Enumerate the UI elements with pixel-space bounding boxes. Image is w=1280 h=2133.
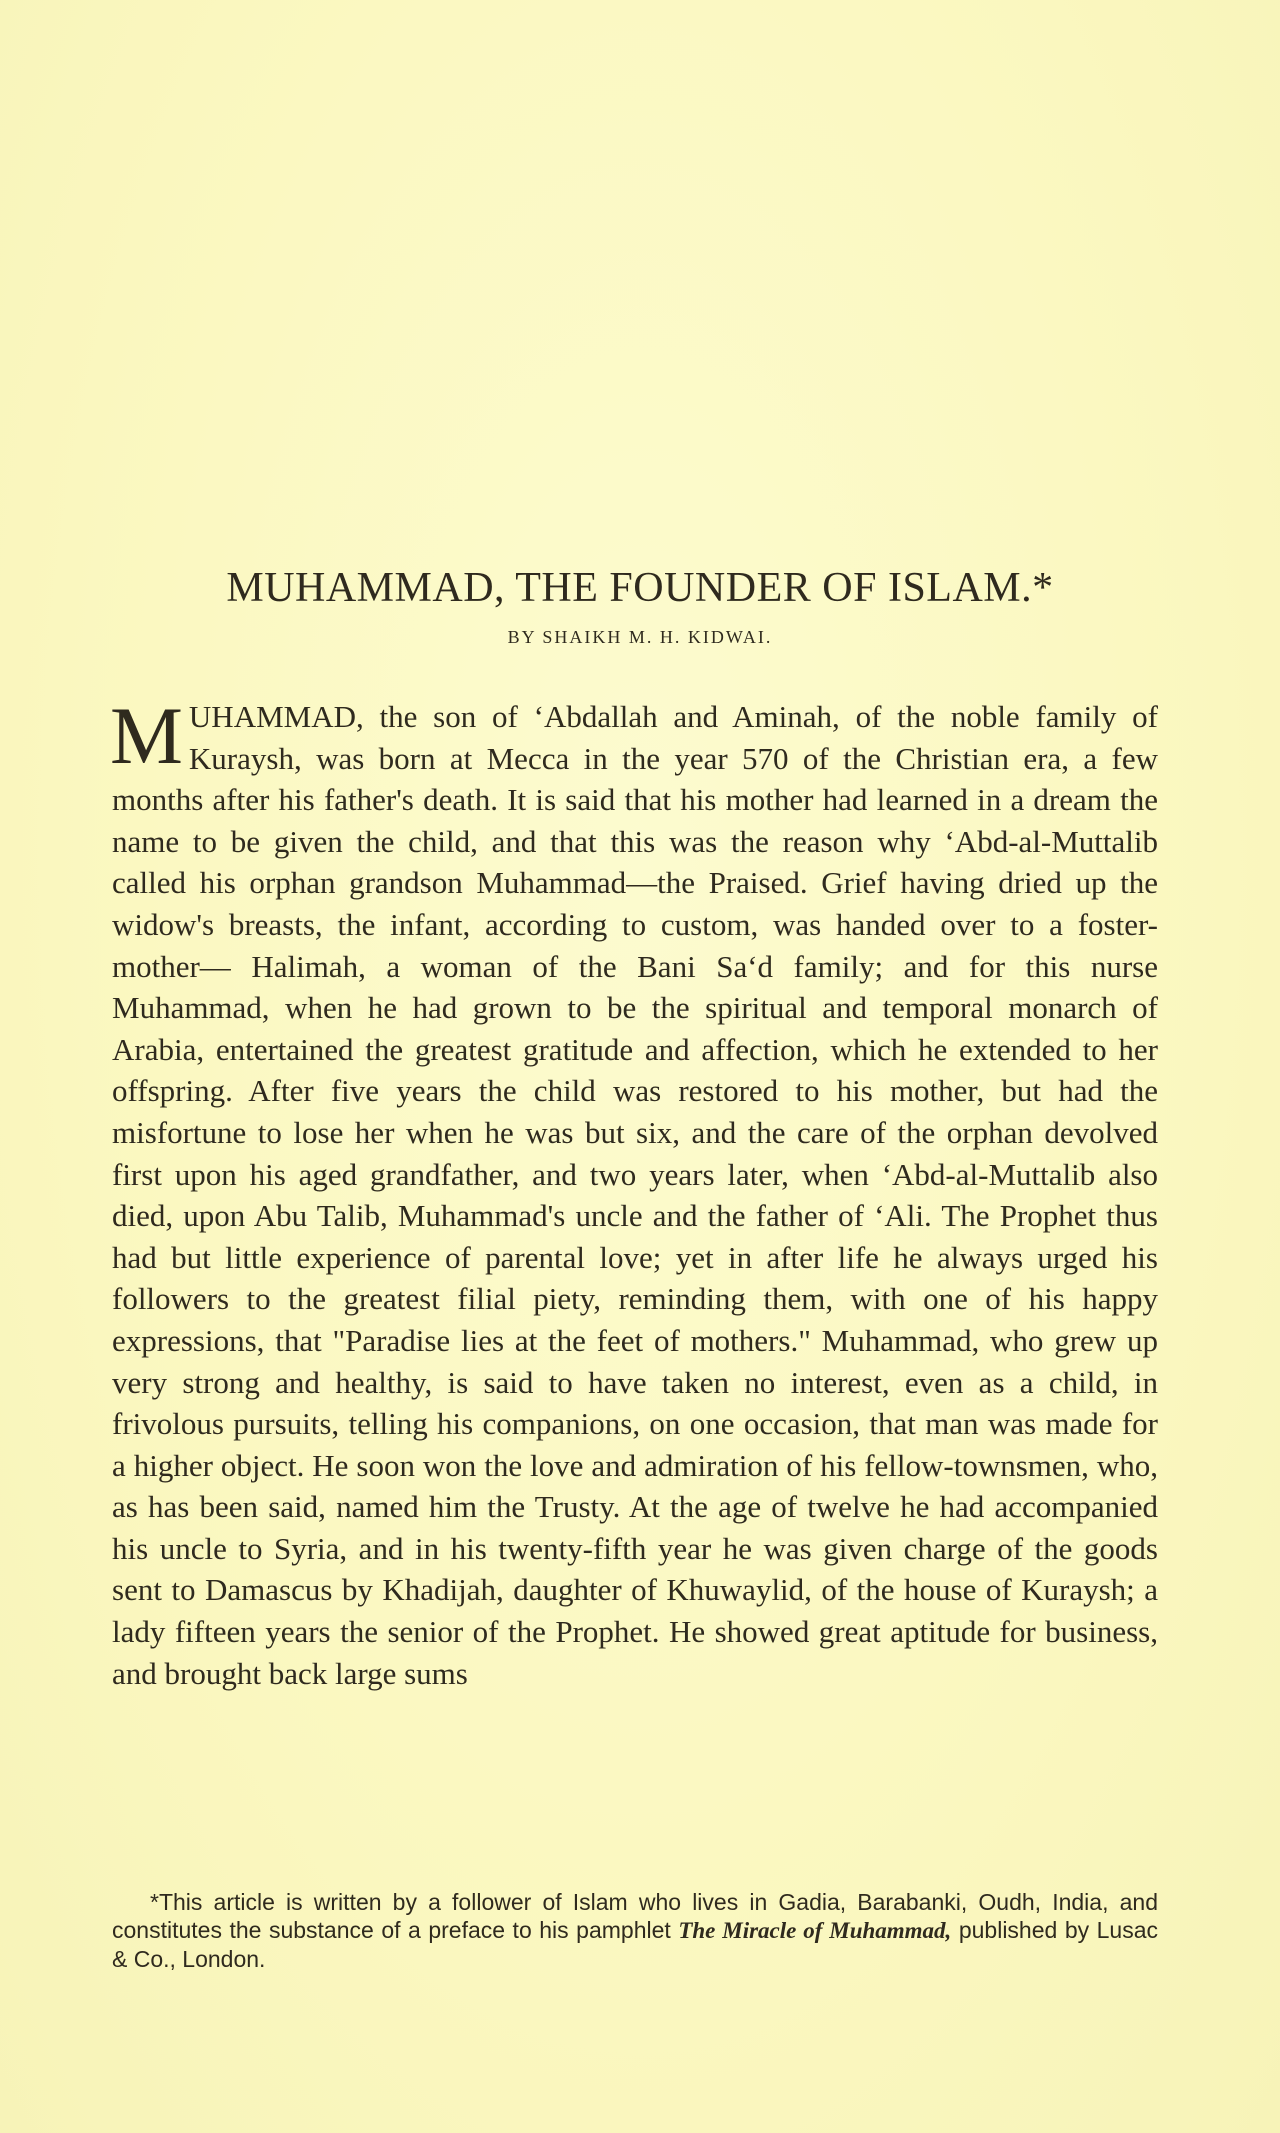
footnote-text-before: *This article is written by a follower of Islam who lives in Gadia, Barabanki, Oudh, India, and constitutes the substance of a preface to his pamphlet [112, 1889, 1158, 1943]
article-body [110, 690, 1158, 1694]
footnote [112, 1888, 1158, 1973]
footnote-text-after: published by Lusac & Co., London. [112, 1917, 1158, 1972]
drop-cap: M [110, 690, 183, 781]
author-byline: BY SHAIKH M. H. KIDWAI. [507, 627, 773, 647]
lead-word: UHAMMAD, [188, 699, 364, 734]
article-title: MUHAMMAD, THE FOUNDER OF ISLAM.* [226, 565, 1054, 612]
body-paragraph [110, 690, 1158, 1694]
paragraph-text: the son of ‘Abdallah and Aminah, of the noble family of Kuraysh, was born at Mecca in the year 570 of the Christian era, a few months after his father's death. It is said that his mother had learned in a dream the name to be given the child, and that this was the reason why ‘Abd-al-Muttalib called his orphan grandson Muhammad—the Praised. Grief having dried up the widow's breasts, the infant, according to custom, was handed over to a foster-mother— Halimah, a woman of the Bani Sa‘d family; and for this nurse Muhammad, when he had grown to be the spiritual and temporal monarch of Arabia, entertained the greatest gratitude and affection, which he extended to her offspring. After five years the child was restored to his mother, but had the misfortune to lose her when he was but six, and the care of the orphan devolved first upon his aged grandfather, and two years later, when ‘Abd-al-Muttalib also died, upon Abu Talib, Muhammad's uncle and the father of ‘Ali. The Prophet thus had but little experience of parental love; yet in after life he always urged his followers to the greatest filial piety, reminding them, with one of his happy expressions, that "Paradise lies at the feet of mothers." Muhammad, who grew up very strong and healthy, is said to have taken no interest, even as a child, in frivolous pursuits, telling his companions, on one occasion, that man was made for a higher object. He soon won the love and admiration of his fellow-townsmen, who, as has been said, named him the Trusty. At the age of twelve he had accompanied his uncle to Syria, and in his twenty-fifth year he was given charge of the goods sent to Damascus by Khadijah, daughter of Khuwaylid, of the house of Kuraysh; a lady fifteen years the senior of the Prophet. He showed great aptitude for business, and brought back large sums [112, 699, 1158, 1691]
footnote-book-title: The Miracle of Muhammad, [678, 1918, 952, 1943]
